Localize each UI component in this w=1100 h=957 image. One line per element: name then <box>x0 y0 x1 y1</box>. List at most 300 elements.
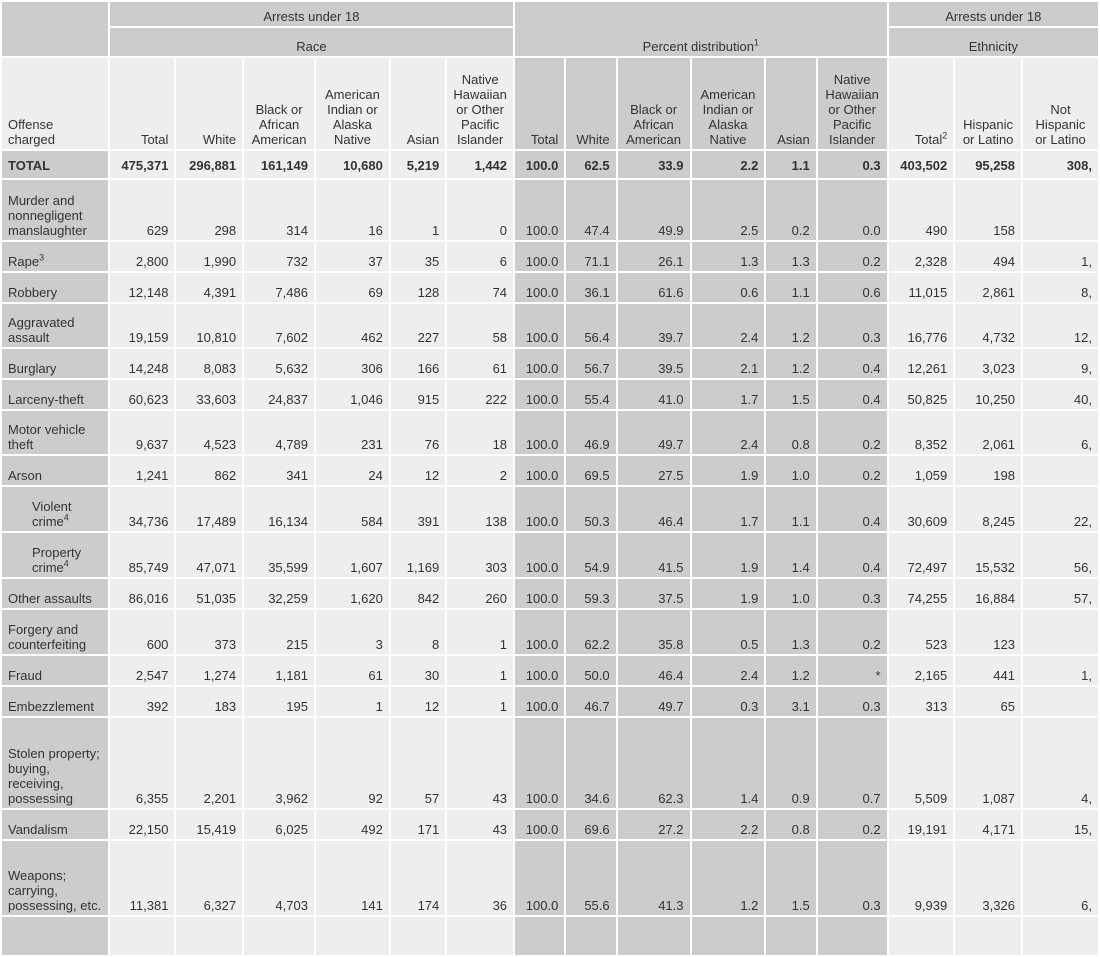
cell-offense <box>1 809 109 840</box>
cell-american-indian: 1,607 <box>315 532 390 578</box>
cell-pct-asian: 1.1 <box>765 486 816 532</box>
cell-ethnicity-total: 403,502 <box>888 150 955 179</box>
cell-ethnicity-total: 2,328 <box>888 241 955 272</box>
cell-pct-native-hawaiian: 0.2 <box>817 809 888 840</box>
cell-pct-white: 62.5 <box>565 150 616 179</box>
col-header-native-hawaiian: Native Hawaiian or Other Pacific Islander <box>446 57 514 150</box>
cell-pct-asian: 1.0 <box>765 455 816 486</box>
cell-asian: 1 <box>390 179 446 241</box>
cell-native-hawaiian: 74 <box>446 272 514 303</box>
cell-not-hispanic <box>1022 609 1099 655</box>
cell-total: 34,736 <box>109 486 176 532</box>
cell-not-hispanic: 22, <box>1022 486 1099 532</box>
table-row-total <box>1 150 1099 179</box>
cell-pct-total: 100.0 <box>514 486 565 532</box>
cell-white: 6,327 <box>175 840 243 916</box>
cell-pct-asian: 1.2 <box>765 348 816 379</box>
cell-asian: 227 <box>390 303 446 348</box>
cell-pct-american-indian: 1.9 <box>691 578 766 609</box>
cell-hispanic: 8,245 <box>954 486 1022 532</box>
cell-black: 7,602 <box>243 303 315 348</box>
cell-pct-asian: 0.9 <box>765 717 816 809</box>
col-header-hispanic: Hispanic or Latino <box>954 57 1022 150</box>
cell-asian: 1,169 <box>390 532 446 578</box>
cell-pct-black: 41.0 <box>617 379 691 410</box>
cell-white: 10,810 <box>175 303 243 348</box>
cell-offense <box>1 686 109 717</box>
cell-total: 11,381 <box>109 840 176 916</box>
cell-asian: 174 <box>390 840 446 916</box>
table-row <box>1 655 1099 686</box>
table-row <box>1 241 1099 272</box>
table-row <box>1 486 1099 532</box>
table-row <box>1 303 1099 348</box>
cell-pct-native-hawaiian: 0.7 <box>817 717 888 809</box>
cell-black: 4,789 <box>243 410 315 455</box>
cell-american-indian: 1,620 <box>315 578 390 609</box>
cell-hispanic: 123 <box>954 609 1022 655</box>
cell-american-indian: 492 <box>315 809 390 840</box>
cell-native-hawaiian: 222 <box>446 379 514 410</box>
cell-white: 4,391 <box>175 272 243 303</box>
cell-native-hawaiian: 0 <box>446 179 514 241</box>
cell-pct-white: 71.1 <box>565 241 616 272</box>
cell-pct-total: 100.0 <box>514 150 565 179</box>
cell-american-indian: 231 <box>315 410 390 455</box>
cell-total: 12,148 <box>109 272 176 303</box>
cell-total: 22,150 <box>109 809 176 840</box>
cell-pct-white: 69.5 <box>565 455 616 486</box>
cell-pct-asian: 1.3 <box>765 609 816 655</box>
cell-pct-native-hawaiian: 0.2 <box>817 410 888 455</box>
col-header-offense-charged: Offense charged <box>1 57 109 150</box>
group-header-percent-distribution <box>514 1 888 57</box>
offense-label: Motor vehicle theft <box>8 422 86 452</box>
cell-pct-asian: 0.8 <box>765 809 816 840</box>
cell-pct-native-hawaiian: * <box>817 655 888 686</box>
cell-pct-white: 47.4 <box>565 179 616 241</box>
cell-hispanic: 16,884 <box>954 578 1022 609</box>
cell-pct-total: 100.0 <box>514 348 565 379</box>
cell-ethnicity-total: 1,059 <box>888 455 955 486</box>
cell-offense <box>1 150 109 179</box>
cell-not-hispanic: 308, <box>1022 150 1099 179</box>
offense-label: Murder and nonnegligent manslaughter <box>8 193 87 238</box>
cell-pct-american-indian: 1.7 <box>691 379 766 410</box>
col-header-american-indian: American Indian or Alaska Native <box>315 57 390 150</box>
cell-pct-american-indian: 1.3 <box>691 241 766 272</box>
offense-label: TOTAL <box>8 158 51 173</box>
cell-black: 3,962 <box>243 717 315 809</box>
cell-native-hawaiian: 43 <box>446 717 514 809</box>
cell-hispanic: 3,326 <box>954 840 1022 916</box>
cell-pct-asian: 1.5 <box>765 379 816 410</box>
cell-black: 6,025 <box>243 809 315 840</box>
col-header-pct-total: Total <box>514 57 565 150</box>
cell-pct-asian: 1.2 <box>765 303 816 348</box>
cell-native-hawaiian: 1,442 <box>446 150 514 179</box>
cell-hispanic: 15,532 <box>954 532 1022 578</box>
cell-white: 4,523 <box>175 410 243 455</box>
cell-white: 15,419 <box>175 809 243 840</box>
cell-white: 1,990 <box>175 241 243 272</box>
cell-pct-total: 100.0 <box>514 179 565 241</box>
cell-american-indian: 584 <box>315 486 390 532</box>
cell-pct-total: 100.0 <box>514 655 565 686</box>
cell-white: 373 <box>175 609 243 655</box>
cell-american-indian: 61 <box>315 655 390 686</box>
cell-not-hispanic: 40, <box>1022 379 1099 410</box>
cell-ethnicity-total: 2,165 <box>888 655 955 686</box>
cell-american-indian: 306 <box>315 348 390 379</box>
col-header-asian: Asian <box>390 57 446 150</box>
cell-pct-black: 27.2 <box>617 809 691 840</box>
footnote-marker: 3 <box>39 252 45 263</box>
cell-black: 7,486 <box>243 272 315 303</box>
cell-american-indian: 24 <box>315 455 390 486</box>
cell-asian: 76 <box>390 410 446 455</box>
cell-pct-american-indian: 2.1 <box>691 348 766 379</box>
cell-offense <box>1 303 109 348</box>
offense-label: Property crime <box>32 545 82 575</box>
cell-pct-american-indian: 1.4 <box>691 717 766 809</box>
cell-not-hispanic: 6, <box>1022 840 1099 916</box>
cell-american-indian: 1 <box>315 686 390 717</box>
cell-hispanic: 2,861 <box>954 272 1022 303</box>
cell-offense <box>1 272 109 303</box>
cell-pct-black: 35.8 <box>617 609 691 655</box>
cell-offense <box>1 455 109 486</box>
cell-total: 392 <box>109 686 176 717</box>
cell-ethnicity-total: 16,776 <box>888 303 955 348</box>
offense-label: Weapons; carrying, possessing, etc. <box>8 868 102 913</box>
cell-total: 60,623 <box>109 379 176 410</box>
cell-pct-black: 39.5 <box>617 348 691 379</box>
offense-label: Aggravated assault <box>8 315 75 345</box>
cell-hispanic: 198 <box>954 455 1022 486</box>
table-row <box>1 272 1099 303</box>
cell-american-indian: 141 <box>315 840 390 916</box>
cell-pct-total: 100.0 <box>514 532 565 578</box>
table-row <box>1 840 1099 916</box>
cell-native-hawaiian: 43 <box>446 809 514 840</box>
cell-native-hawaiian: 2 <box>446 455 514 486</box>
cell-black: 24,837 <box>243 379 315 410</box>
cell-hispanic: 494 <box>954 241 1022 272</box>
cell-pct-black: 62.3 <box>617 717 691 809</box>
cell-hispanic: 95,258 <box>954 150 1022 179</box>
col-header-pct-black: Black or African American <box>617 57 691 150</box>
ethnicity-total-label: Total <box>914 132 943 147</box>
cell-american-indian: 462 <box>315 303 390 348</box>
cell-white: 33,603 <box>175 379 243 410</box>
cell-asian: 391 <box>390 486 446 532</box>
cell-pct-black: 46.4 <box>617 655 691 686</box>
cell-black: 5,632 <box>243 348 315 379</box>
cell-pct-total: 100.0 <box>514 809 565 840</box>
cell-white: 298 <box>175 179 243 241</box>
cell-total: 475,371 <box>109 150 176 179</box>
cell-pct-white: 50.3 <box>565 486 616 532</box>
cell-asian: 8 <box>390 609 446 655</box>
cell-not-hispanic: 15, <box>1022 809 1099 840</box>
table-row <box>1 609 1099 655</box>
col-header-total: Total <box>109 57 176 150</box>
cell-total: 19,159 <box>109 303 176 348</box>
offense-label: Forgery and counterfeiting <box>8 622 87 652</box>
cell-ethnicity-total: 11,015 <box>888 272 955 303</box>
cell-native-hawaiian <box>446 916 514 956</box>
cell-hispanic: 10,250 <box>954 379 1022 410</box>
table-row <box>1 578 1099 609</box>
cell-pct-white: 55.6 <box>565 840 616 916</box>
cell-asian: 57 <box>390 717 446 809</box>
table-row <box>1 532 1099 578</box>
cell-not-hispanic: 1, <box>1022 241 1099 272</box>
cell-american-indian: 37 <box>315 241 390 272</box>
cell-hispanic <box>954 916 1022 956</box>
cell-asian: 915 <box>390 379 446 410</box>
cell-ethnicity-total: 19,191 <box>888 809 955 840</box>
cell-white: 1,274 <box>175 655 243 686</box>
table-row <box>1 379 1099 410</box>
cell-native-hawaiian: 1 <box>446 686 514 717</box>
cell-pct-asian: 1.1 <box>765 150 816 179</box>
cell-not-hispanic: 12, <box>1022 303 1099 348</box>
cell-hispanic: 158 <box>954 179 1022 241</box>
cell-not-hispanic <box>1022 916 1099 956</box>
cell-pct-american-indian: 2.2 <box>691 809 766 840</box>
cell-american-indian: 92 <box>315 717 390 809</box>
cell-pct-black: 27.5 <box>617 455 691 486</box>
cell-pct-total <box>514 916 565 956</box>
cell-pct-american-indian <box>691 916 766 956</box>
cell-native-hawaiian: 303 <box>446 532 514 578</box>
cell-offense <box>1 916 109 956</box>
table-row <box>1 809 1099 840</box>
cell-pct-american-indian: 1.9 <box>691 455 766 486</box>
group-header-race: Race <box>109 27 514 57</box>
cell-native-hawaiian: 1 <box>446 655 514 686</box>
cell-offense <box>1 379 109 410</box>
offense-label: Vandalism <box>8 822 68 837</box>
offense-label: Violent crime <box>32 499 72 529</box>
cell-pct-total: 100.0 <box>514 455 565 486</box>
cell-offense <box>1 578 109 609</box>
cell-pct-american-indian: 0.3 <box>691 686 766 717</box>
table-row <box>1 455 1099 486</box>
cell-pct-native-hawaiian <box>817 916 888 956</box>
offense-label: Rape <box>8 254 40 269</box>
cell-pct-native-hawaiian: 0.4 <box>817 532 888 578</box>
cell-pct-native-hawaiian: 0.2 <box>817 241 888 272</box>
cell-pct-asian: 1.5 <box>765 840 816 916</box>
table-row <box>1 717 1099 809</box>
cell-pct-american-indian: 0.6 <box>691 272 766 303</box>
cell-pct-american-indian: 2.4 <box>691 655 766 686</box>
col-header-pct-asian: Asian <box>765 57 816 150</box>
offense-label: Burglary <box>8 361 57 376</box>
cell-pct-white: 59.3 <box>565 578 616 609</box>
offense-label: Embezzlement <box>8 699 94 714</box>
cell-pct-american-indian: 2.4 <box>691 410 766 455</box>
cell-total: 2,800 <box>109 241 176 272</box>
cell-not-hispanic <box>1022 455 1099 486</box>
cell-pct-white: 36.1 <box>565 272 616 303</box>
cell-american-indian: 1,046 <box>315 379 390 410</box>
cell-offense <box>1 609 109 655</box>
cell-hispanic: 4,732 <box>954 303 1022 348</box>
cell-pct-black: 33.9 <box>617 150 691 179</box>
cell-american-indian: 16 <box>315 179 390 241</box>
cell-pct-native-hawaiian: 0.2 <box>817 609 888 655</box>
cell-pct-black: 61.6 <box>617 272 691 303</box>
cell-pct-american-indian: 1.2 <box>691 840 766 916</box>
cell-pct-total: 100.0 <box>514 717 565 809</box>
cell-native-hawaiian: 1 <box>446 609 514 655</box>
cell-pct-total: 100.0 <box>514 379 565 410</box>
cell-white <box>175 916 243 956</box>
cell-pct-asian: 0.2 <box>765 179 816 241</box>
cell-pct-total: 100.0 <box>514 578 565 609</box>
col-header-not-hispanic: Not Hispanic or Latino <box>1022 57 1099 150</box>
cell-native-hawaiian: 18 <box>446 410 514 455</box>
cell-total: 14,248 <box>109 348 176 379</box>
cell-pct-native-hawaiian: 0.4 <box>817 348 888 379</box>
header-corner-cell <box>1 1 109 57</box>
cell-pct-white: 54.9 <box>565 532 616 578</box>
offense-label: Robbery <box>8 285 58 300</box>
cell-pct-white: 56.7 <box>565 348 616 379</box>
cell-not-hispanic: 9, <box>1022 348 1099 379</box>
cell-asian: 12 <box>390 455 446 486</box>
cell-not-hispanic: 57, <box>1022 578 1099 609</box>
cell-total: 6,355 <box>109 717 176 809</box>
cell-american-indian: 69 <box>315 272 390 303</box>
cell-white: 296,881 <box>175 150 243 179</box>
cell-pct-native-hawaiian: 0.3 <box>817 578 888 609</box>
cell-pct-black: 26.1 <box>617 241 691 272</box>
col-header-pct-native-hawaiian: Native Hawaiian or Other Pacific Islander <box>817 57 888 150</box>
cell-ethnicity-total: 30,609 <box>888 486 955 532</box>
cell-american-indian <box>315 916 390 956</box>
table-body <box>1 150 1099 956</box>
cell-native-hawaiian: 6 <box>446 241 514 272</box>
cell-not-hispanic: 6, <box>1022 410 1099 455</box>
table-row <box>1 410 1099 455</box>
group-header-arrests-under-18: Arrests under 18 <box>109 1 514 27</box>
footnote-marker: 4 <box>63 512 69 523</box>
cell-pct-asian: 1.2 <box>765 655 816 686</box>
cell-ethnicity-total: 5,509 <box>888 717 955 809</box>
cell-pct-black: 41.3 <box>617 840 691 916</box>
cell-pct-total: 100.0 <box>514 840 565 916</box>
cell-asian: 166 <box>390 348 446 379</box>
table-row <box>1 686 1099 717</box>
cell-white: 862 <box>175 455 243 486</box>
cell-not-hispanic: 8, <box>1022 272 1099 303</box>
cell-pct-american-indian: 2.2 <box>691 150 766 179</box>
cell-pct-native-hawaiian: 0.0 <box>817 179 888 241</box>
table-row <box>1 348 1099 379</box>
cell-hispanic: 1,087 <box>954 717 1022 809</box>
col-header-black: Black or African American <box>243 57 315 150</box>
cell-black: 215 <box>243 609 315 655</box>
cell-pct-total: 100.0 <box>514 272 565 303</box>
cell-total: 9,637 <box>109 410 176 455</box>
offense-label: Other assaults <box>8 591 92 606</box>
cell-white: 51,035 <box>175 578 243 609</box>
cell-white: 8,083 <box>175 348 243 379</box>
cell-pct-black: 39.7 <box>617 303 691 348</box>
cell-pct-native-hawaiian: 0.6 <box>817 272 888 303</box>
cell-pct-asian: 1.0 <box>765 578 816 609</box>
cell-native-hawaiian: 61 <box>446 348 514 379</box>
cell-white: 2,201 <box>175 717 243 809</box>
cell-black: 1,181 <box>243 655 315 686</box>
cell-asian: 12 <box>390 686 446 717</box>
cell-native-hawaiian: 138 <box>446 486 514 532</box>
cell-pct-native-hawaiian: 0.3 <box>817 840 888 916</box>
cell-pct-white: 46.9 <box>565 410 616 455</box>
cell-not-hispanic <box>1022 686 1099 717</box>
cell-not-hispanic <box>1022 179 1099 241</box>
offense-label: Arson <box>8 468 42 483</box>
cell-black: 35,599 <box>243 532 315 578</box>
cell-pct-black: 49.7 <box>617 686 691 717</box>
col-header-ethnicity-total <box>888 57 955 150</box>
cell-pct-black: 46.4 <box>617 486 691 532</box>
cell-pct-american-indian: 2.5 <box>691 179 766 241</box>
cell-not-hispanic: 56, <box>1022 532 1099 578</box>
cell-black: 161,149 <box>243 150 315 179</box>
group-header-ethnicity: Ethnicity <box>888 27 1099 57</box>
cell-pct-total: 100.0 <box>514 303 565 348</box>
cell-american-indian: 3 <box>315 609 390 655</box>
col-header-pct-american-indian: American Indian or Alaska Native <box>691 57 766 150</box>
cell-pct-american-indian: 0.5 <box>691 609 766 655</box>
cell-pct-total: 100.0 <box>514 241 565 272</box>
cell-total: 85,749 <box>109 532 176 578</box>
cell-white: 17,489 <box>175 486 243 532</box>
cell-pct-american-indian: 2.4 <box>691 303 766 348</box>
cell-pct-white: 69.6 <box>565 809 616 840</box>
cell-american-indian: 10,680 <box>315 150 390 179</box>
col-header-pct-white: White <box>565 57 616 150</box>
cell-offense <box>1 348 109 379</box>
percent-distribution-label: Percent distribution <box>642 39 754 54</box>
cell-ethnicity-total: 313 <box>888 686 955 717</box>
cell-hispanic: 2,061 <box>954 410 1022 455</box>
cell-pct-white: 55.4 <box>565 379 616 410</box>
cell-asian: 171 <box>390 809 446 840</box>
cell-pct-total: 100.0 <box>514 686 565 717</box>
cell-asian: 30 <box>390 655 446 686</box>
cell-pct-native-hawaiian: 0.2 <box>817 455 888 486</box>
cell-offense <box>1 655 109 686</box>
cell-pct-american-indian: 1.9 <box>691 532 766 578</box>
cell-pct-black <box>617 916 691 956</box>
cell-pct-white: 62.2 <box>565 609 616 655</box>
cell-hispanic: 4,171 <box>954 809 1022 840</box>
cell-black: 314 <box>243 179 315 241</box>
cell-native-hawaiian: 58 <box>446 303 514 348</box>
cell-pct-asian: 1.3 <box>765 241 816 272</box>
cell-ethnicity-total: 523 <box>888 609 955 655</box>
cell-not-hispanic: 4, <box>1022 717 1099 809</box>
cell-black: 16,134 <box>243 486 315 532</box>
cell-total: 1,241 <box>109 455 176 486</box>
